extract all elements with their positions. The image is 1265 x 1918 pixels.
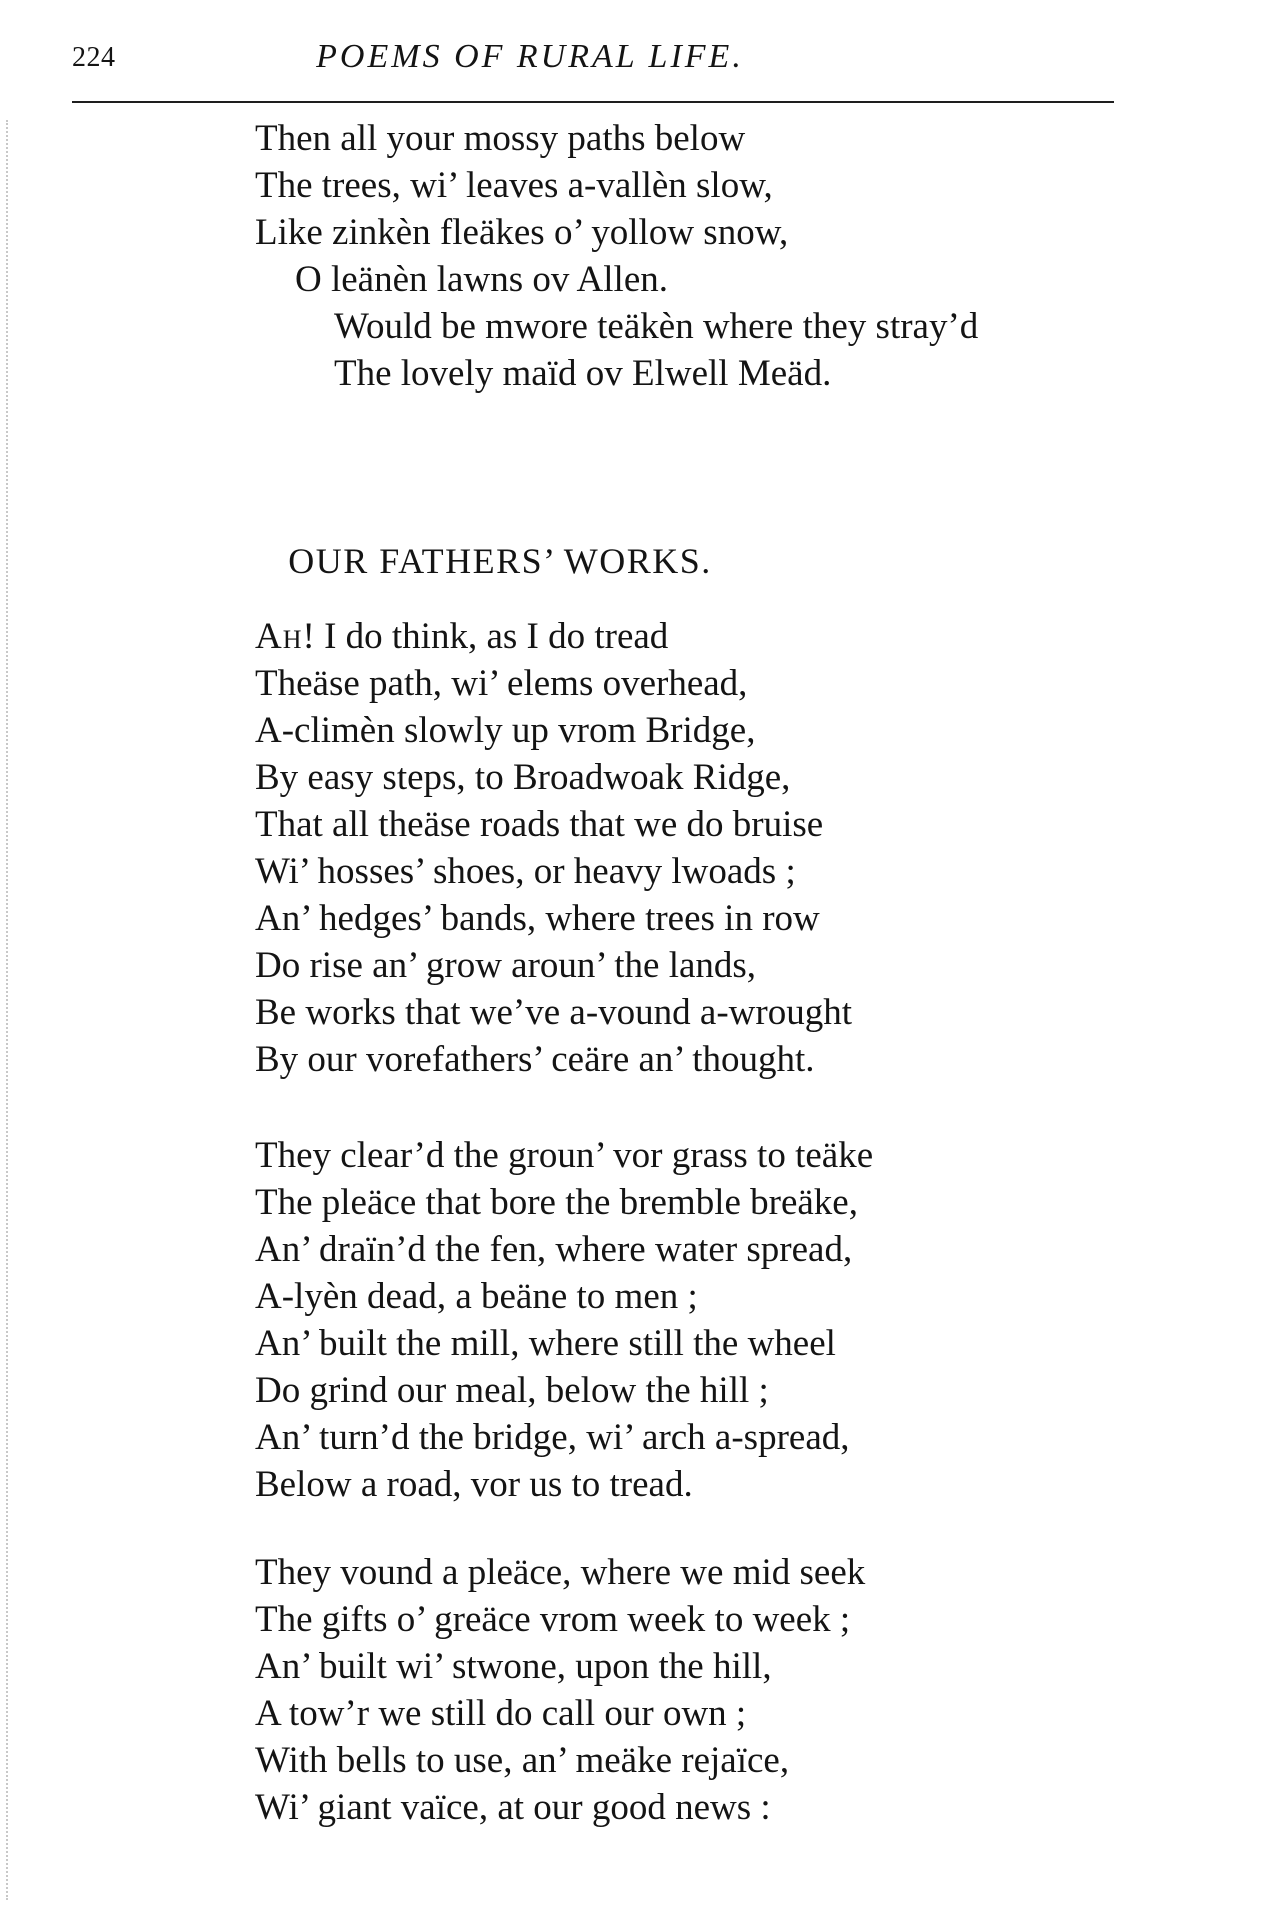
verse-line: Wi’ giant vaïce, at our good news :	[255, 1787, 771, 1828]
verse-line: Be works that we’ve a-vound a-wrought	[255, 992, 852, 1033]
verse-line: Would be mwore teäkèn where they stray’d	[334, 306, 979, 347]
poem-title: OUR FATHERS’ WORKS.	[288, 541, 712, 581]
verse-line: By our vorefathers’ ceäre an’ thought.	[255, 1039, 815, 1080]
page-number: 224	[72, 42, 116, 73]
verse-line: O leänèn lawns ov Allen.	[295, 259, 668, 300]
verse-line: A-climèn slowly up vrom Bridge,	[255, 710, 756, 751]
verse-line: By easy steps, to Broadwoak Ridge,	[255, 757, 791, 798]
verse-line: With bells to use, an’ meäke rejaïce,	[255, 1740, 790, 1781]
verse-line: A-lyèn dead, a beäne to men ;	[255, 1276, 698, 1317]
verse-line: That all theäse roads that we do bruise	[255, 804, 824, 845]
verse-line: They clear’d the groun’ vor grass to teäke	[255, 1135, 874, 1176]
header-rule	[72, 101, 1114, 103]
stanza-2	[0, 1132, 1265, 1508]
stanza-1	[0, 613, 1265, 1083]
verse-line: They vound a pleäce, where we mid seek	[255, 1552, 866, 1593]
verse-line: Below a road, vor us to tread.	[255, 1464, 693, 1505]
verse-line: Theäse path, wi’ elems overhead,	[255, 663, 748, 704]
opening-word: Ah	[255, 616, 303, 657]
running-title: POEMS OF RURAL LIFE.	[316, 38, 744, 75]
verse-line: Do rise an’ grow aroun’ the lands,	[255, 945, 757, 986]
verse-line: An’ draïn’d the fen, where water spread,	[255, 1229, 853, 1270]
verse-line: An’ built the mill, where still the wheel	[255, 1323, 836, 1364]
verse-line: Do grind our meal, below the hill ;	[255, 1370, 769, 1411]
verse-line: Then all your mossy paths below	[255, 118, 746, 159]
verse-line: An’ turn’d the bridge, wi’ arch a-spread,	[255, 1417, 850, 1458]
verse-line: The pleäce that bore the bremble breäke,	[255, 1182, 858, 1223]
opening-line-rest: ! I do think, as I do tread	[302, 616, 669, 657]
verse-line-first	[255, 613, 1265, 660]
verse-line: An’ hedges’ bands, where trees in row	[255, 898, 820, 939]
verse-line: A tow’r we still do call our own ;	[255, 1693, 747, 1734]
verse-line: The gifts o’ greäce vrom week to week ;	[255, 1599, 851, 1640]
verse-line: The lovely maïd ov Elwell Meäd.	[334, 353, 832, 394]
verse-line: Wi’ hosses’ shoes, or heavy lwoads ;	[255, 851, 796, 892]
stanza-3	[0, 1549, 1265, 1831]
previous-poem-ending	[0, 115, 1265, 397]
verse-line: An’ built wi’ stwone, upon the hill,	[255, 1646, 772, 1687]
verse-line: The trees, wi’ leaves a-vallèn slow,	[255, 165, 773, 206]
verse-line: Like zinkèn fleäkes o’ yollow snow,	[255, 212, 789, 253]
